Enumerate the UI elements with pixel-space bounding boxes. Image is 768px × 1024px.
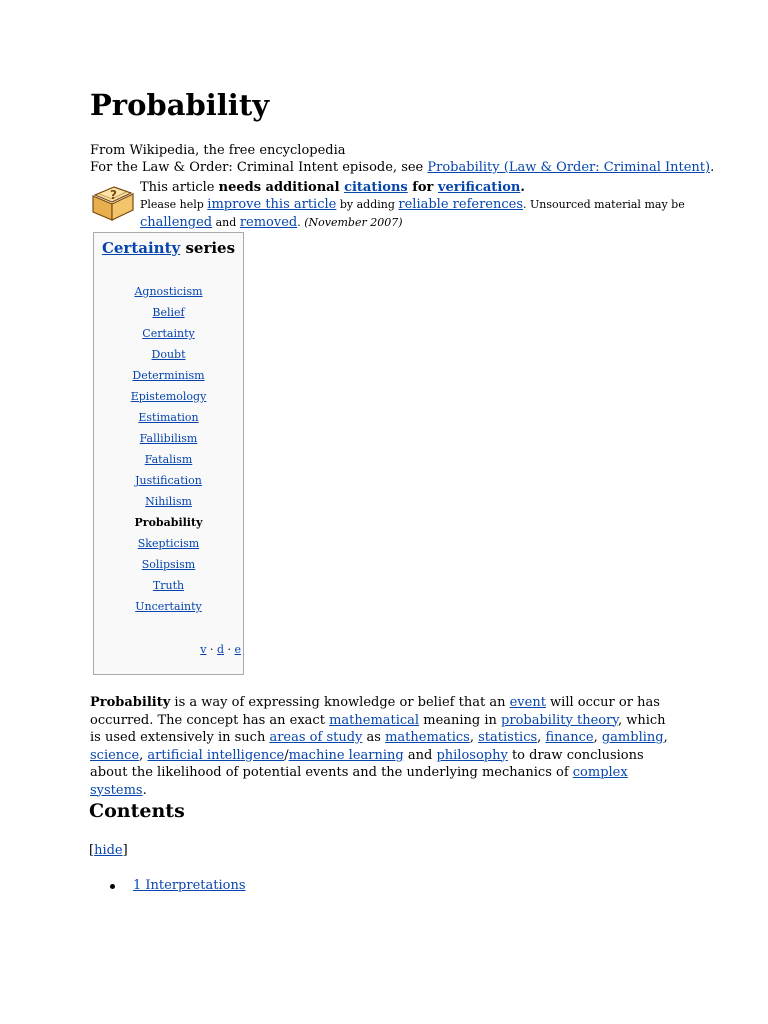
notice-text: and	[212, 216, 240, 229]
notice-line-3	[140, 215, 403, 230]
challenged-link[interactable]: challenged	[140, 215, 213, 230]
machine-learning-link[interactable]: machine learning	[288, 747, 404, 763]
hatnote-prefix: For the Law & Order: Criminal Intent episode, see	[90, 160, 428, 175]
removed-link[interactable]: removed	[239, 215, 298, 230]
navbox-item-link[interactable]: Doubt	[151, 348, 186, 361]
navbox-item	[94, 284, 243, 305]
site-subtitle: From Wikipedia, the free encyclopedia	[90, 143, 346, 158]
navbox-title	[94, 239, 243, 257]
notice-date: (November 2007)	[304, 216, 403, 229]
certainty-series-navbox	[93, 232, 244, 675]
navbox-item	[94, 347, 243, 368]
navbox-item	[94, 452, 243, 473]
hatnote	[90, 160, 714, 175]
navbox-list	[94, 284, 243, 620]
navbox-item-current: Probability	[134, 516, 203, 529]
lead-text: ,	[663, 730, 668, 745]
toc-hide-link[interactable]: hide	[94, 843, 123, 858]
notice-text: by adding	[336, 198, 399, 211]
page-title: Probability	[90, 88, 270, 122]
lead-text: to draw conclusions about the likelihood of potential events and the underlying mechanics of	[90, 747, 644, 780]
lead-text: ,	[469, 730, 479, 745]
navbox-item	[94, 473, 243, 494]
improve-article-link[interactable]: improve this article	[207, 197, 337, 212]
notice-bold	[219, 180, 525, 195]
navbox-item	[94, 515, 243, 536]
navbox-item	[94, 578, 243, 599]
toc-bracket: ]	[122, 843, 128, 858]
contents-heading: Contents	[89, 800, 185, 822]
lead-bold-term: Probability	[90, 695, 171, 710]
navbox-item-link[interactable]: Fallibilism	[139, 432, 198, 445]
philosophy-link[interactable]: philosophy	[436, 747, 508, 763]
statistics-link[interactable]: statistics	[478, 730, 538, 745]
areas-of-study-link[interactable]: areas of study	[269, 730, 363, 745]
citations-link[interactable]: citations	[344, 180, 408, 195]
navbox-vde	[200, 643, 241, 656]
view-template-link[interactable]: v	[200, 643, 207, 656]
navbox-item	[94, 494, 243, 515]
verification-link[interactable]: verification	[437, 180, 521, 195]
complex-systems-link[interactable]: complex systems	[90, 765, 628, 798]
lead-text: meaning in	[419, 712, 502, 728]
toc-item-link[interactable]: 1 Interpretations	[133, 878, 246, 893]
citation-notice	[90, 180, 690, 230]
notice-bold-text: needs additional	[218, 180, 345, 195]
navbox-item	[94, 368, 243, 389]
navbox-item-link[interactable]: Certainty	[142, 327, 195, 340]
vde-separator: ·	[223, 643, 235, 656]
navbox-item-link[interactable]: Skepticism	[137, 537, 200, 550]
probability-theory-link[interactable]: probability theory	[501, 712, 618, 728]
mathematics-link[interactable]: mathematics	[385, 730, 470, 745]
notice-text: Please help	[140, 198, 208, 211]
edit-template-link[interactable]: e	[234, 643, 241, 656]
lead-paragraph	[90, 694, 680, 799]
vde-separator: ·	[206, 643, 217, 656]
navbox-item	[94, 557, 243, 578]
mathematical-link[interactable]: mathematical	[329, 712, 420, 728]
notice-text: This article	[140, 180, 219, 195]
navbox-item-link[interactable]: Nihilism	[145, 495, 192, 508]
lead-text: ,	[593, 730, 602, 745]
navbox-item-link[interactable]: Determinism	[132, 369, 205, 382]
navbox-item	[94, 305, 243, 326]
event-link[interactable]: event	[509, 695, 546, 710]
navbox-item-link[interactable]: Epistemology	[130, 390, 207, 403]
notice-bold-end: .	[520, 180, 525, 195]
navbox-item	[94, 599, 243, 620]
toc-list	[110, 878, 246, 893]
lead-text: will occur or has occurred. The concept has an exact	[90, 695, 660, 728]
notice-bold-mid: for	[407, 180, 438, 195]
toc-toggle	[89, 843, 128, 858]
finance-link[interactable]: finance	[545, 730, 594, 745]
svg-text:?: ?	[110, 188, 117, 202]
toc-item	[110, 878, 246, 893]
lead-text: ,	[537, 730, 546, 745]
navbox-title-suffix: series	[180, 239, 236, 257]
lead-text: /	[284, 747, 289, 763]
navbox-item	[94, 431, 243, 452]
navbox-item-link[interactable]: Justification	[135, 474, 202, 487]
science-link[interactable]: science	[90, 747, 140, 763]
hatnote-suffix: .	[710, 160, 715, 175]
discuss-template-link[interactable]: d	[216, 643, 224, 656]
book-question-icon	[90, 182, 136, 222]
navbox-item	[94, 410, 243, 431]
notice-text: .	[297, 216, 301, 229]
navbox-item-link[interactable]: Estimation	[138, 411, 199, 424]
navbox-item	[94, 536, 243, 557]
navbox-item-link[interactable]: Uncertainty	[135, 600, 202, 613]
navbox-item-link[interactable]: Agnosticism	[134, 285, 203, 298]
navbox-item	[94, 326, 243, 347]
lead-text: .	[142, 782, 147, 798]
navbox-item-link[interactable]: Belief	[152, 306, 185, 319]
lead-text: , which is used extensively in such	[90, 712, 666, 745]
lead-text: ,	[139, 747, 148, 763]
notice-line-1	[140, 180, 525, 195]
lead-text: is a way of expressing knowledge or belief that an	[170, 695, 510, 710]
navbox-title-link[interactable]: Certainty	[101, 239, 181, 257]
lead-text: and	[403, 747, 437, 763]
hatnote-link[interactable]: Probability (Law & Order: Criminal Intent)	[427, 160, 711, 175]
navbox-item-link[interactable]: Solipsism	[141, 558, 196, 571]
gambling-link[interactable]: gambling	[601, 730, 664, 745]
toc-bracket: [	[89, 843, 95, 858]
reliable-references-link[interactable]: reliable references	[398, 197, 524, 212]
artificial-intelligence-link[interactable]: artificial intelligence	[147, 747, 285, 763]
notice-line-2	[140, 197, 685, 212]
navbox-item-link[interactable]: Fatalism	[144, 453, 193, 466]
navbox-item-link[interactable]: Truth	[152, 579, 185, 592]
lead-text: as	[362, 730, 386, 745]
notice-text: . Unsourced material may be	[523, 198, 685, 211]
navbox-item	[94, 389, 243, 410]
